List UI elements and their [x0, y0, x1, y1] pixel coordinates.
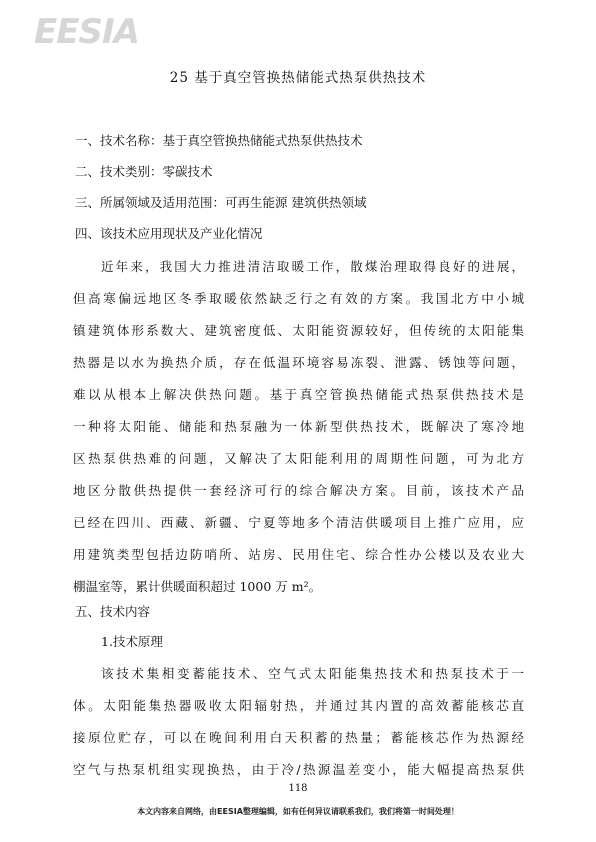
footer-disclaimer: 本文内容来自网络，由EESIA整理编辑，如有任何异议请联系我们，我们将第一时间处理！	[137, 807, 459, 816]
section-heading-field-scope: 三、所属领域及适用范围：可再生能源 建筑供热领域	[75, 195, 367, 210]
section-heading-technology-name: 一、技术名称：基于真空管换热储能式热泵供热技术	[75, 133, 363, 148]
subsection-heading-principle: 1.技术原理	[101, 634, 163, 649]
paragraph-line: 镇建筑体形系数大、建筑密度低、太阳能资源较好，但传统的太阳能集	[73, 323, 524, 338]
paragraph-last-line: 棚温室等，累计供暖面积超过 1000 万 m²。	[73, 579, 322, 594]
paragraph-line: 难以从根本上解决供热问题。基于真空管换热储能式热泵供热技术是	[73, 387, 524, 402]
paragraph-line: 该技术集相变蓄能技术、空气式太阳能集热技术和热泵技术于一	[101, 666, 524, 681]
paragraph-line: 但高寒偏远地区冬季取暖依然缺乏行之有效的方案。我国北方中小城	[73, 291, 524, 306]
paragraph-line: 地区分散供热提供一套经济可行的综合解决方案。目前，该技术产品	[73, 483, 524, 498]
page-number: 118	[288, 783, 308, 794]
paragraph-line: 已经在四川、西藏、新疆、宁夏等地多个清洁供暖项目上推广应用，应	[73, 515, 524, 530]
paragraph-line: 用建筑类型包括边防哨所、站房、民用住宅、综合性办公楼以及农业大	[73, 547, 524, 562]
paragraph-line: 接原位贮存，可以在晚间利用白天积蓄的热量；蓄能核芯作为热源经	[73, 730, 524, 745]
paragraph-line: 热器是以水为换热介质，存在低温环境容易冻裂、泄露、锈蚀等问题，	[73, 355, 524, 370]
paragraph-line: 区热泵供热难的问题，又解决了太阳能利用的周期性问题，可为北方	[73, 451, 524, 466]
paragraph-line: 近年来，我国大力推进清洁取暖工作，散煤治理取得良好的进展，	[101, 259, 524, 274]
section-heading-technology-category: 二、技术类别：零碳技术	[75, 164, 213, 179]
paragraph-line: 一种将太阳能、储能和热泵融为一体新型供热技术，既解决了寒冷地	[73, 419, 524, 434]
paragraph-line: 体。太阳能集热器吸收太阳辐射热，并通过其内置的高效蓄能核芯直	[73, 698, 524, 713]
paragraph-line: 空气与热泵机组实现换热，由于冷/热源温差变小，能大幅提高热泵供	[73, 762, 524, 777]
section-heading-application-status: 四、该技术应用现状及产业化情况	[75, 226, 263, 241]
section-heading-technology-content: 五、技术内容	[75, 604, 151, 619]
document-title: 25 基于真空管换热储能式热泵供热技术	[169, 70, 427, 86]
eesia-watermark-logo: EESIA	[34, 12, 139, 52]
